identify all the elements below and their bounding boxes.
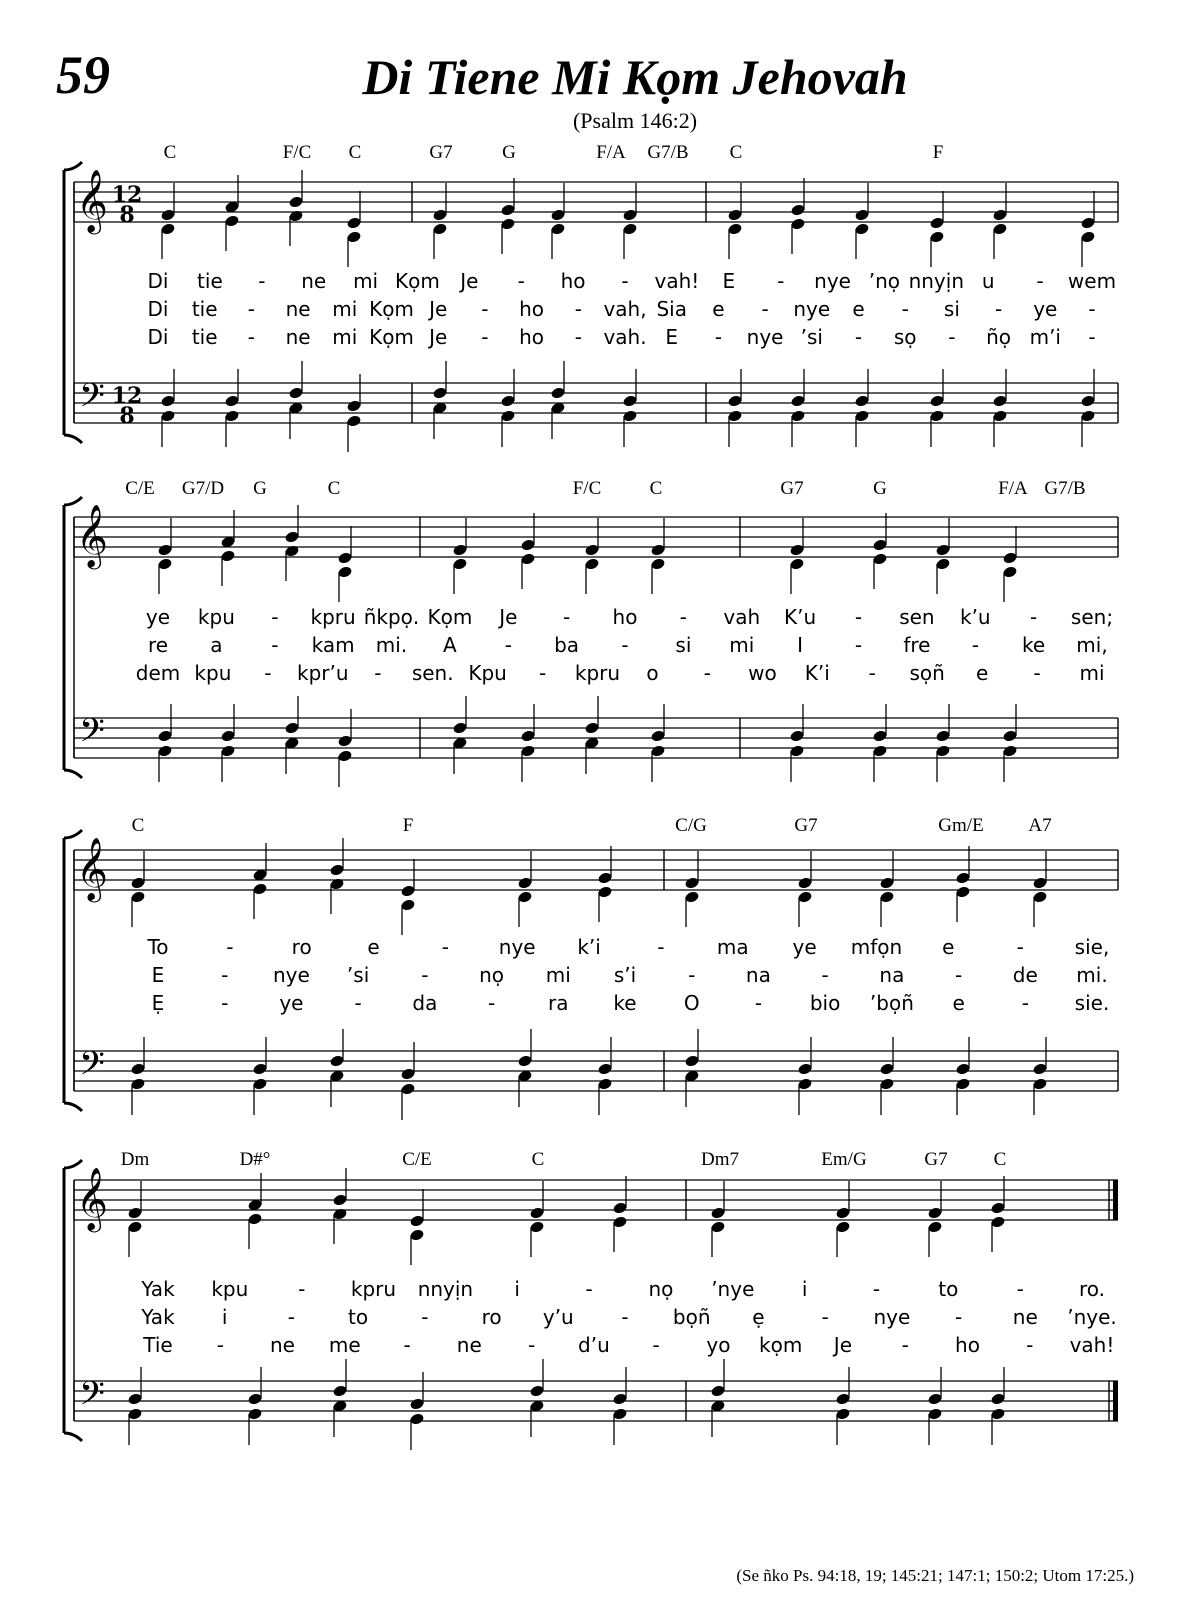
lyric-syllable: - — [538, 661, 547, 685]
lyric-syllable: - — [821, 1305, 829, 1329]
chord-symbol: G — [502, 142, 516, 163]
lyric-syllable: y’u — [542, 1305, 574, 1329]
lyric-syllable: ’si — [800, 325, 823, 349]
lyric-syllable: ñọ — [986, 325, 1012, 349]
lyric-syllable: s’i — [613, 963, 637, 987]
lyric-syllable: ye — [145, 605, 171, 629]
lyric-syllable: e — [942, 935, 955, 959]
lyric-syllable: kam — [311, 633, 355, 657]
time-signature-bottom: 8 — [119, 403, 135, 429]
chord-symbol: C — [348, 142, 362, 163]
lyric-syllable: o — [646, 661, 659, 685]
hymn-number: 59 — [56, 45, 110, 105]
treble-clef: 𝄞 — [76, 504, 108, 567]
lyric-syllable: kpru — [574, 661, 621, 685]
lyric-syllable: nye — [272, 963, 310, 987]
lyric-syllable: - — [517, 269, 525, 293]
lyric-syllable: ne — [285, 325, 311, 349]
chord-symbol: F/A — [596, 142, 626, 163]
lyric-syllable: - — [854, 605, 863, 629]
lyric-syllable: - — [1016, 1277, 1024, 1301]
treble-clef: 𝄞 — [76, 169, 108, 232]
lyric-syllable: - — [247, 325, 256, 349]
lyric-syllable: - — [657, 935, 665, 959]
final-bar-thick — [1113, 1381, 1118, 1421]
lyric-syllable: K’u — [784, 605, 817, 629]
lyric-syllable: - — [868, 661, 876, 685]
lyric-syllable: vah, — [603, 297, 647, 321]
bass-clef: 𝄢 — [79, 1375, 105, 1421]
lyric-syllable: a — [210, 633, 223, 657]
lyric-syllable: vah! — [1069, 1333, 1115, 1357]
lyric-syllable: mi — [332, 297, 358, 321]
lyric-syllable: Yak — [141, 1305, 175, 1329]
lyric-syllable: nye — [814, 269, 852, 293]
bass-clef: 𝄢 — [79, 712, 105, 758]
lyric-syllable: - — [298, 1277, 306, 1301]
lyric-syllable: nye — [793, 297, 831, 321]
lyric-syllable: - — [854, 325, 863, 349]
lyric-syllable: k’u — [959, 605, 991, 629]
lyric-syllable: ke — [1022, 633, 1046, 657]
lyric-syllable: to — [348, 1305, 369, 1329]
lyric-syllable: nọ — [648, 1277, 674, 1301]
lyric-syllable: Di — [147, 325, 169, 349]
bass-clef: 𝄢 — [79, 1045, 105, 1091]
chord-symbol: Gm/E — [938, 815, 984, 836]
chord-symbol: C — [327, 478, 341, 499]
lyric-syllable: si — [943, 297, 960, 321]
lyric-syllable: sie. — [1074, 991, 1110, 1015]
lyric-syllable: Tie — [143, 1333, 173, 1357]
lyric-syllable: ba — [554, 633, 580, 657]
lyric-syllable: sen — [899, 605, 935, 629]
lyric-syllable: nye — [873, 1305, 911, 1329]
lyric-syllable: ke — [613, 991, 637, 1015]
lyric-syllable: mi, — [1076, 633, 1108, 657]
lyric-syllable: - — [971, 633, 979, 657]
lyric-syllable: I — [797, 633, 804, 657]
lyric-syllable: - — [621, 633, 629, 657]
lyric-syllable: ro. — [1078, 1277, 1106, 1301]
lyric-syllable: e — [952, 991, 965, 1015]
lyric-syllable: Ẹ — [151, 991, 165, 1015]
lyric-syllable: ne — [285, 297, 311, 321]
lyric-syllable: - — [948, 325, 956, 349]
lyric-syllable: - — [854, 633, 863, 657]
lyric-syllable: to — [938, 1277, 959, 1301]
chord-symbol: Dm7 — [701, 1149, 739, 1170]
lyric-syllable: - — [585, 1277, 593, 1301]
lyric-syllable: - — [1021, 991, 1029, 1015]
chord-symbol: C — [729, 142, 743, 163]
lyric-syllable: - — [271, 633, 279, 657]
lyric-syllable: da — [412, 991, 438, 1015]
lyric-syllable: dem — [135, 661, 181, 685]
lyric-syllable: mi — [332, 325, 358, 349]
lyric-syllable: ho — [560, 269, 586, 293]
lyric-syllable: na — [879, 963, 905, 987]
lyric-syllable: kpu — [194, 661, 232, 685]
lyric-syllable: nnyịn — [417, 1277, 474, 1301]
lyric-syllable: - — [247, 297, 256, 321]
lyric-syllable: - — [481, 297, 489, 321]
bass-clef: 𝄢 — [79, 377, 105, 423]
lyric-syllable: To — [147, 935, 169, 959]
chord-symbol: G7/D — [181, 478, 225, 499]
lyric-syllable: - — [527, 1333, 536, 1357]
lyric-syllable: k’i — [577, 935, 601, 959]
lyric-syllable: mi — [353, 269, 379, 293]
lyric-syllable: - — [1016, 935, 1024, 959]
lyric-syllable: mi. — [375, 633, 408, 657]
lyric-syllable: nọ — [479, 963, 505, 987]
lyric-syllable: - — [621, 1305, 629, 1329]
lyric-syllable: mi — [545, 963, 571, 987]
time-signature-top: 12 — [111, 383, 143, 409]
lyric-syllable: Kọm — [369, 297, 414, 321]
lyric-syllable: - — [258, 269, 266, 293]
hymn-title: Di Tiene Mi Kọm Jehovah — [362, 49, 908, 105]
lyric-syllable: - — [421, 1305, 429, 1329]
lyric-syllable: me — [328, 1333, 361, 1357]
lyric-syllable: e — [975, 661, 989, 685]
lyric-syllable: ro — [291, 935, 312, 959]
lyric-syllable: Kọm — [427, 605, 473, 629]
lyric-syllable: na — [745, 963, 771, 987]
lyric-syllable: tie — [191, 325, 218, 349]
scripture-reference: (Psalm 146:2) — [572, 108, 698, 133]
lyric-syllable: - — [994, 297, 1003, 321]
lyric-syllable: - — [777, 269, 785, 293]
chord-symbol: G — [253, 478, 267, 499]
chord-symbol: C/G — [675, 815, 707, 836]
lyric-syllable: - — [1036, 269, 1044, 293]
lyric-syllable: - — [421, 963, 429, 987]
lyric-syllable: - — [264, 661, 272, 685]
lyric-syllable: - — [574, 297, 582, 321]
lyric-syllable: Yak — [141, 1277, 175, 1301]
lyric-syllable: ’nọ — [868, 269, 901, 293]
lyric-syllable: - — [714, 325, 723, 349]
lyric-syllable: i — [801, 1277, 808, 1301]
lyric-syllable: Je — [499, 605, 518, 629]
lyric-syllable: ne — [456, 1333, 482, 1357]
chord-symbol: G7 — [780, 478, 804, 499]
lyric-syllable: - — [287, 1305, 296, 1329]
lyric-syllable: ne — [270, 1333, 295, 1357]
lyric-syllable: - — [761, 297, 769, 321]
time-signature-bottom: 8 — [119, 202, 135, 228]
lyric-syllable: - — [221, 963, 229, 987]
lyric-syllable: - — [652, 1333, 660, 1357]
chord-symbol: C — [993, 1149, 1007, 1170]
lyric-syllable: ’nye — [711, 1277, 755, 1301]
lyric-syllable: ẹ — [752, 1305, 765, 1329]
lyric-syllable: - — [1033, 661, 1041, 685]
lyric-syllable: wo — [748, 661, 777, 685]
chord-symbol: F — [932, 142, 944, 163]
lyric-syllable: - — [504, 633, 512, 657]
chord-symbol: Dm — [120, 1149, 150, 1170]
lyric-syllable: - — [403, 1333, 411, 1357]
chord-symbol: C/E — [402, 1149, 432, 1170]
lyric-syllable: ’nye. — [1067, 1305, 1117, 1329]
lyric-syllable: ho — [955, 1333, 980, 1357]
lyric-syllable: sọ — [893, 325, 917, 349]
lyric-syllable: vah! — [654, 269, 700, 293]
lyric-syllable: E — [722, 269, 736, 293]
lyric-syllable: vah — [723, 605, 761, 629]
lyric-syllable: sen. — [411, 661, 454, 685]
chord-symbol: F/C — [282, 142, 312, 163]
lyric-syllable: - — [1026, 1333, 1034, 1357]
lyric-syllable: ñkpọ. — [363, 605, 420, 629]
lyric-syllable: - — [271, 605, 279, 629]
lyric-syllable: d’u — [578, 1333, 610, 1357]
lyric-syllable: mi — [729, 633, 755, 657]
final-bar-thick — [1113, 1180, 1118, 1220]
lyric-syllable: - — [574, 325, 582, 349]
lyric-syllable: tie — [191, 297, 218, 321]
chord-symbol: F/C — [572, 478, 602, 499]
lyric-syllable: - — [562, 605, 571, 629]
lyric-syllable: ’bọñ — [869, 991, 914, 1015]
lyric-syllable: A — [443, 633, 457, 657]
lyric-syllable: vah. — [603, 325, 647, 349]
lyric-syllable: - — [821, 963, 829, 987]
chord-symbol: C — [531, 1149, 545, 1170]
chord-symbol: G — [873, 478, 887, 499]
lyric-syllable: Je — [429, 325, 448, 349]
lyric-syllable: kpr’u — [297, 661, 349, 685]
lyric-syllable: - — [901, 297, 909, 321]
lyric-syllable: ra — [548, 991, 569, 1015]
lyric-syllable: e — [712, 297, 725, 321]
lyric-syllable: sie, — [1074, 935, 1110, 959]
footnote-references: (Se ñko Ps. 94:18, 19; 145:21; 147:1; 150:2; Utom 17:25.) — [736, 1566, 1134, 1585]
chord-symbol: G7/B — [647, 142, 689, 163]
lyric-syllable: - — [703, 661, 712, 685]
chord-symbol: C — [131, 815, 145, 836]
lyric-syllable: - — [221, 991, 229, 1015]
chord-symbol: C — [649, 478, 663, 499]
lyric-syllable: - — [481, 325, 489, 349]
treble-clef: 𝄞 — [76, 1167, 108, 1230]
lyric-syllable: e — [367, 935, 380, 959]
lyric-syllable: Kpu — [468, 661, 507, 685]
lyric-syllable: sọñ — [909, 661, 945, 685]
lyric-syllable: - — [872, 1277, 881, 1301]
lyric-syllable: sen; — [1070, 605, 1114, 629]
chord-symbol: F/A — [998, 478, 1028, 499]
lyric-syllable: Je — [833, 1333, 853, 1357]
lyric-syllable: de — [1012, 963, 1038, 987]
lyric-syllable: - — [1029, 605, 1038, 629]
lyric-syllable: bọñ — [672, 1305, 711, 1329]
lyric-syllable: e — [852, 297, 865, 321]
lyric-syllable: Di — [147, 269, 169, 293]
lyric-syllable: tie — [197, 269, 223, 293]
lyric-syllable: E — [151, 963, 165, 987]
lyric-syllable: kpu — [211, 1277, 249, 1301]
lyric-syllable: fre — [903, 633, 931, 657]
lyric-syllable: ro — [481, 1305, 502, 1329]
lyric-syllable: Kọm — [394, 269, 440, 293]
lyric-syllable: O — [683, 991, 700, 1015]
lyric-syllable: bio — [809, 991, 841, 1015]
lyric-syllable: i — [221, 1305, 228, 1329]
lyric-syllable: kpu — [197, 605, 235, 629]
lyric-syllable: ne — [1012, 1305, 1038, 1329]
lyric-syllable: Kọm — [369, 325, 414, 349]
lyric-syllable: - — [754, 991, 763, 1015]
lyric-syllable: ’si — [346, 963, 370, 987]
chord-symbol: Em/G — [821, 1149, 867, 1170]
lyric-syllable: wem — [1067, 269, 1117, 293]
lyric-syllable: ye — [1033, 297, 1058, 321]
lyric-syllable: kpru — [310, 605, 356, 629]
lyric-syllable: ye — [279, 991, 304, 1015]
lyric-syllable: yo — [706, 1333, 731, 1357]
lyric-syllable: ma — [716, 935, 749, 959]
lyric-syllable: nnyịn — [908, 269, 965, 293]
chord-symbol: G7/B — [1044, 478, 1086, 499]
lyric-syllable: - — [688, 963, 696, 987]
lyric-syllable: kpru — [350, 1277, 397, 1301]
lyric-syllable: u — [981, 269, 995, 293]
lyric-syllable: i — [514, 1277, 520, 1301]
lyric-syllable: - — [354, 991, 362, 1015]
lyric-syllable: - — [487, 991, 496, 1015]
lyric-syllable: re — [147, 633, 169, 657]
lyric-syllable: - — [621, 269, 629, 293]
lyric-syllable: ye — [792, 935, 817, 959]
lyric-syllable: - — [216, 1333, 224, 1357]
time-signature-top: 12 — [111, 182, 143, 208]
lyric-syllable: K’i — [804, 661, 830, 685]
lyric-syllable: - — [1088, 297, 1096, 321]
lyric-syllable: nye — [746, 325, 784, 349]
chord-symbol: G7 — [429, 142, 453, 163]
treble-clef: 𝄞 — [76, 837, 108, 900]
chord-symbol: G7 — [794, 815, 818, 836]
chord-symbol: C/E — [125, 478, 155, 499]
lyric-syllable: ne — [301, 269, 327, 293]
chord-symbol: F — [402, 815, 414, 836]
lyric-syllable: Sia — [656, 297, 687, 321]
lyric-syllable: m’i — [1029, 325, 1062, 349]
lyric-syllable: ho — [519, 325, 545, 349]
chord-symbol: A7 — [1028, 815, 1052, 836]
lyric-syllable: mfọn — [850, 935, 903, 959]
lyric-syllable: - — [441, 935, 450, 959]
lyric-syllable: si — [675, 633, 692, 657]
chord-symbol: G7 — [924, 1149, 948, 1170]
lyric-syllable: Je — [460, 269, 479, 293]
lyric-syllable: - — [1088, 325, 1096, 349]
lyric-syllable: - — [901, 1333, 909, 1357]
chord-symbol: C — [163, 142, 177, 163]
lyric-syllable: mi. — [1076, 963, 1108, 987]
lyric-syllable: ho — [612, 605, 638, 629]
lyric-syllable: E — [665, 325, 679, 349]
lyric-syllable: - — [374, 661, 382, 685]
lyric-syllable: - — [954, 963, 963, 987]
lyric-syllable: ho — [519, 297, 545, 321]
lyric-syllable: - — [226, 935, 234, 959]
lyric-syllable: nye — [498, 935, 536, 959]
lyric-syllable: - — [679, 605, 688, 629]
lyric-syllable: Je — [429, 297, 448, 321]
chord-symbol: D#° — [239, 1149, 271, 1170]
lyric-syllable: kọm — [759, 1333, 803, 1357]
lyric-syllable: mi — [1079, 661, 1105, 685]
lyric-syllable: - — [954, 1305, 963, 1329]
lyric-syllable: Di — [147, 297, 169, 321]
